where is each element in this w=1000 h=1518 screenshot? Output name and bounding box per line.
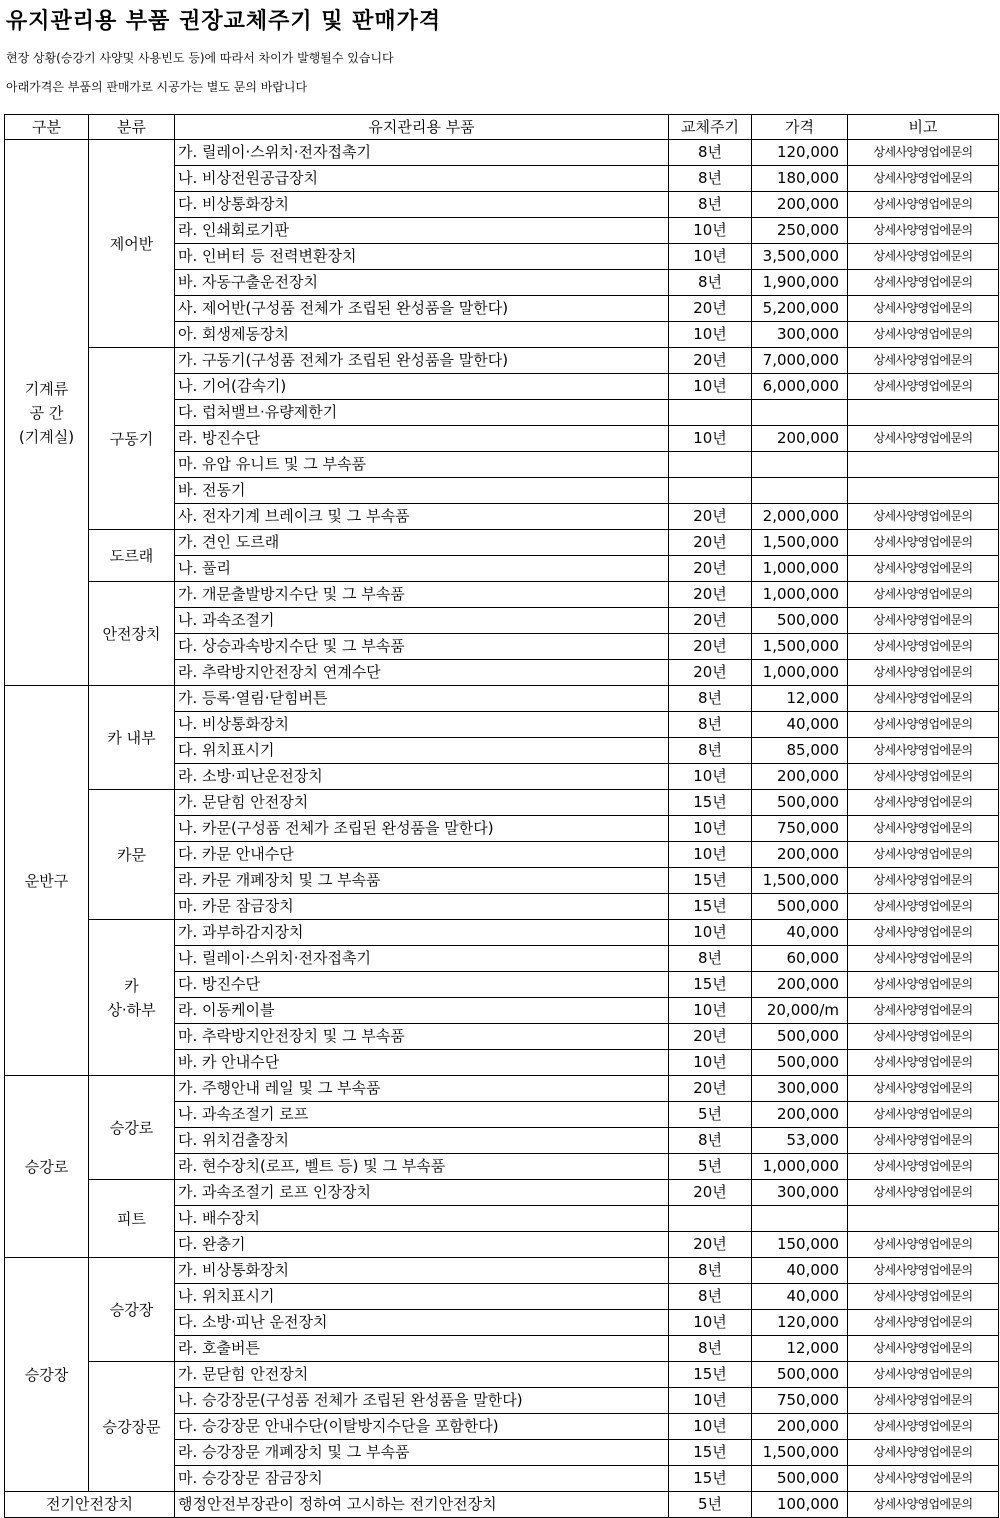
part-cell: 아. 회생제동장치 xyxy=(175,322,669,348)
part-cell: 가. 구동기(구성품 전체가 조립된 완성품을 말한다) xyxy=(175,348,669,374)
cycle-cell: 20년 xyxy=(669,530,752,556)
cycle-cell: 5년 xyxy=(669,1154,752,1180)
category-cell: 카문 xyxy=(89,790,175,920)
price-cell: 2,000,000 xyxy=(752,504,848,530)
remark-cell xyxy=(848,400,999,426)
cycle-cell: 15년 xyxy=(669,868,752,894)
price-cell: 200,000 xyxy=(752,426,848,452)
price-cell: 1,000,000 xyxy=(752,556,848,582)
price-cell: 200,000 xyxy=(752,972,848,998)
part-cell: 가. 비상통화장치 xyxy=(175,1258,669,1284)
price-cell xyxy=(752,400,848,426)
remark-cell: 상세사양영업에문의 xyxy=(848,920,999,946)
cycle-cell: 8년 xyxy=(669,712,752,738)
price-cell: 20,000/m xyxy=(752,998,848,1024)
price-cell xyxy=(752,1206,848,1232)
price-cell: 1,000,000 xyxy=(752,582,848,608)
cycle-cell: 8년 xyxy=(669,1336,752,1362)
remark-cell: 상세사양영업에문의 xyxy=(848,1388,999,1414)
cycle-cell: 10년 xyxy=(669,1050,752,1076)
remark-cell: 상세사양영업에문의 xyxy=(848,1258,999,1284)
cycle-cell: 5년 xyxy=(669,1492,752,1518)
table-row xyxy=(5,530,999,556)
part-cell: 라. 방진수단 xyxy=(175,426,669,452)
part-cell: 라. 이동케이블 xyxy=(175,998,669,1024)
price-cell: 120,000 xyxy=(752,1310,848,1336)
remark-cell: 상세사양영업에문의 xyxy=(848,894,999,920)
remark-cell: 상세사양영업에문의 xyxy=(848,322,999,348)
remark-cell: 상세사양영업에문의 xyxy=(848,1414,999,1440)
price-cell: 200,000 xyxy=(752,842,848,868)
part-cell: 다. 위치표시기 xyxy=(175,738,669,764)
cycle-cell: 15년 xyxy=(669,972,752,998)
column-header: 비고 xyxy=(848,115,999,140)
price-cell: 750,000 xyxy=(752,1388,848,1414)
remark-cell: 상세사양영업에문의 xyxy=(848,1128,999,1154)
price-cell: 1,000,000 xyxy=(752,1154,848,1180)
remark-cell: 상세사양영업에문의 xyxy=(848,192,999,218)
group-cell: 승강로 xyxy=(5,1076,89,1258)
remark-cell: 상세사양영업에문의 xyxy=(848,946,999,972)
cycle-cell: 15년 xyxy=(669,1466,752,1492)
price-cell: 500,000 xyxy=(752,790,848,816)
remark-cell: 상세사양영업에문의 xyxy=(848,1076,999,1102)
cycle-cell: 10년 xyxy=(669,842,752,868)
part-cell: 가. 릴레이·스위치·전자접촉기 xyxy=(175,140,669,166)
part-cell: 사. 전자기계 브레이크 및 그 부속품 xyxy=(175,504,669,530)
category-cell: 승강장문 xyxy=(89,1362,175,1492)
cycle-cell: 20년 xyxy=(669,608,752,634)
remark-cell xyxy=(848,478,999,504)
remark-cell: 상세사양영업에문의 xyxy=(848,1440,999,1466)
table-row xyxy=(5,686,999,712)
category-cell: 카 내부 xyxy=(89,686,175,790)
column-header: 분류 xyxy=(89,115,175,140)
price-cell: 250,000 xyxy=(752,218,848,244)
remark-cell: 상세사양영업에문의 xyxy=(848,712,999,738)
price-cell: 40,000 xyxy=(752,712,848,738)
price-cell: 40,000 xyxy=(752,920,848,946)
part-cell: 다. 비상통화장치 xyxy=(175,192,669,218)
part-cell: 나. 비상통화장치 xyxy=(175,712,669,738)
price-cell xyxy=(752,478,848,504)
cycle-cell: 8년 xyxy=(669,1128,752,1154)
price-cell: 500,000 xyxy=(752,1024,848,1050)
remark-cell: 상세사양영업에문의 xyxy=(848,348,999,374)
cycle-cell xyxy=(669,400,752,426)
column-header: 유지관리용 부품 xyxy=(175,115,669,140)
parts-price-table xyxy=(4,114,999,1518)
price-cell: 1,500,000 xyxy=(752,868,848,894)
remark-cell: 상세사양영업에문의 xyxy=(848,634,999,660)
table-row xyxy=(5,1076,999,1102)
table-row xyxy=(5,348,999,374)
cycle-cell: 10년 xyxy=(669,1310,752,1336)
remark-cell: 상세사양영업에문의 xyxy=(848,530,999,556)
cell-text-line: 공 간 xyxy=(29,403,64,422)
price-cell: 12,000 xyxy=(752,686,848,712)
part-cell: 다. 상승과속방지수단 및 그 부속품 xyxy=(175,634,669,660)
remark-cell: 상세사양영업에문의 xyxy=(848,998,999,1024)
cycle-cell: 8년 xyxy=(669,192,752,218)
page-title: 유지관리용 부품 권장교체주기 및 판매가격 xyxy=(6,9,442,34)
price-cell: 6,000,000 xyxy=(752,374,848,400)
price-cell: 100,000 xyxy=(752,1492,848,1518)
remark-cell: 상세사양영업에문의 xyxy=(848,140,999,166)
cycle-cell: 20년 xyxy=(669,348,752,374)
part-cell: 가. 등록·열림·닫힘버튼 xyxy=(175,686,669,712)
cycle-cell: 10년 xyxy=(669,322,752,348)
price-cell: 200,000 xyxy=(752,1414,848,1440)
part-cell: 마. 추락방지안전장치 및 그 부속품 xyxy=(175,1024,669,1050)
part-cell: 라. 추락방지안전장치 연계수단 xyxy=(175,660,669,686)
cycle-cell: 5년 xyxy=(669,1102,752,1128)
category-cell: 도르래 xyxy=(89,530,175,582)
price-cell: 40,000 xyxy=(752,1258,848,1284)
category-cell: 구동기 xyxy=(89,348,175,530)
cycle-cell: 15년 xyxy=(669,790,752,816)
column-header: 구분 xyxy=(5,115,89,140)
cycle-cell xyxy=(669,452,752,478)
remark-cell: 상세사양영업에문의 xyxy=(848,816,999,842)
remark-cell: 상세사양영업에문의 xyxy=(848,1362,999,1388)
cycle-cell: 15년 xyxy=(669,1440,752,1466)
table-row xyxy=(5,1362,999,1388)
group-cell: 전기안전장치 xyxy=(5,1492,175,1518)
cycle-cell: 10년 xyxy=(669,218,752,244)
remark-cell: 상세사양영업에문의 xyxy=(848,270,999,296)
part-cell: 가. 개문출발방지수단 및 그 부속품 xyxy=(175,582,669,608)
part-cell: 가. 문닫힘 안전장치 xyxy=(175,1362,669,1388)
price-cell: 1,500,000 xyxy=(752,1440,848,1466)
category-cell: 승강로 xyxy=(89,1076,175,1180)
cycle-cell: 20년 xyxy=(669,1024,752,1050)
cycle-cell: 20년 xyxy=(669,296,752,322)
price-cell: 1,500,000 xyxy=(752,634,848,660)
part-cell: 다. 승강장문 안내수단(이탈방지수단을 포함한다) xyxy=(175,1414,669,1440)
category-cell: 안전장치 xyxy=(89,582,175,686)
cycle-cell: 10년 xyxy=(669,244,752,270)
price-cell: 500,000 xyxy=(752,608,848,634)
remark-cell: 상세사양영업에문의 xyxy=(848,296,999,322)
table-row xyxy=(5,140,999,166)
price-cell: 150,000 xyxy=(752,1232,848,1258)
group-cell: 운반구 xyxy=(5,686,89,1076)
cell-text-line: 상·하부 xyxy=(107,1000,156,1019)
remark-cell: 상세사양영업에문의 xyxy=(848,1232,999,1258)
cycle-cell: 20년 xyxy=(669,1180,752,1206)
remark-cell: 상세사양영업에문의 xyxy=(848,660,999,686)
price-cell: 1,900,000 xyxy=(752,270,848,296)
part-cell: 나. 위치표시기 xyxy=(175,1284,669,1310)
part-cell: 다. 럽처밸브·유량제한기 xyxy=(175,400,669,426)
cycle-cell: 20년 xyxy=(669,582,752,608)
cycle-cell: 20년 xyxy=(669,1076,752,1102)
remark-cell: 상세사양영업에문의 xyxy=(848,582,999,608)
cycle-cell: 8년 xyxy=(669,270,752,296)
price-cell: 120,000 xyxy=(752,140,848,166)
cycle-cell: 8년 xyxy=(669,1284,752,1310)
price-cell: 300,000 xyxy=(752,1076,848,1102)
price-cell: 200,000 xyxy=(752,764,848,790)
price-cell: 3,500,000 xyxy=(752,244,848,270)
cycle-cell: 10년 xyxy=(669,1414,752,1440)
part-cell: 라. 현수장치(로프, 벨트 등) 및 그 부속품 xyxy=(175,1154,669,1180)
remark-cell: 상세사양영업에문의 xyxy=(848,1102,999,1128)
part-cell: 나. 과속조절기 로프 xyxy=(175,1102,669,1128)
price-cell: 500,000 xyxy=(752,1466,848,1492)
part-cell: 라. 인쇄회로기판 xyxy=(175,218,669,244)
table-body xyxy=(5,140,999,1518)
price-cell: 40,000 xyxy=(752,1284,848,1310)
remark-cell: 상세사양영업에문의 xyxy=(848,1180,999,1206)
price-cell: 53,000 xyxy=(752,1128,848,1154)
part-cell: 가. 문닫힘 안전장치 xyxy=(175,790,669,816)
part-cell: 가. 견인 도르래 xyxy=(175,530,669,556)
table-row xyxy=(5,582,999,608)
remark-cell: 상세사양영업에문의 xyxy=(848,374,999,400)
part-cell: 마. 승강장문 잠금장치 xyxy=(175,1466,669,1492)
table-row xyxy=(5,1180,999,1206)
remark-cell: 상세사양영업에문의 xyxy=(848,1154,999,1180)
cycle-cell: 10년 xyxy=(669,374,752,400)
part-cell: 다. 방진수단 xyxy=(175,972,669,998)
part-cell: 바. 전동기 xyxy=(175,478,669,504)
price-cell: 500,000 xyxy=(752,894,848,920)
part-cell: 바. 카 안내수단 xyxy=(175,1050,669,1076)
category-cell: 제어반 xyxy=(89,140,175,348)
part-cell: 마. 유압 유니트 및 그 부속품 xyxy=(175,452,669,478)
price-cell: 300,000 xyxy=(752,322,848,348)
table-row xyxy=(5,1258,999,1284)
cycle-cell: 15년 xyxy=(669,1362,752,1388)
part-cell: 다. 위치검출장치 xyxy=(175,1128,669,1154)
price-cell: 200,000 xyxy=(752,192,848,218)
remark-cell: 상세사양영업에문의 xyxy=(848,868,999,894)
remark-cell xyxy=(848,452,999,478)
part-cell: 라. 승강장문 개폐장치 및 그 부속품 xyxy=(175,1440,669,1466)
table-header-row xyxy=(5,115,999,140)
remark-cell: 상세사양영업에문의 xyxy=(848,1466,999,1492)
price-cell: 200,000 xyxy=(752,1102,848,1128)
part-cell: 마. 인버터 등 전력변환장치 xyxy=(175,244,669,270)
cycle-cell: 8년 xyxy=(669,166,752,192)
cycle-cell xyxy=(669,1206,752,1232)
part-cell: 다. 완충기 xyxy=(175,1232,669,1258)
part-cell: 라. 카문 개폐장치 및 그 부속품 xyxy=(175,868,669,894)
part-cell: 나. 과속조절기 xyxy=(175,608,669,634)
remark-cell: 상세사양영업에문의 xyxy=(848,608,999,634)
price-cell: 12,000 xyxy=(752,1336,848,1362)
table-row xyxy=(5,920,999,946)
cycle-cell: 20년 xyxy=(669,634,752,660)
cycle-cell: 10년 xyxy=(669,920,752,946)
part-cell: 사. 제어반(구성품 전체가 조립된 완성품을 말한다) xyxy=(175,296,669,322)
part-cell: 가. 주행안내 레일 및 그 부속품 xyxy=(175,1076,669,1102)
remark-cell: 상세사양영업에문의 xyxy=(848,738,999,764)
remark-cell: 상세사양영업에문의 xyxy=(848,1050,999,1076)
remark-cell: 상세사양영업에문의 xyxy=(848,504,999,530)
price-cell: 300,000 xyxy=(752,1180,848,1206)
part-cell: 행정안전부장관이 정하여 고시하는 전기안전장치 xyxy=(175,1492,669,1518)
remark-cell: 상세사양영업에문의 xyxy=(848,218,999,244)
cycle-cell: 20년 xyxy=(669,660,752,686)
price-cell: 750,000 xyxy=(752,816,848,842)
remark-cell: 상세사양영업에문의 xyxy=(848,972,999,998)
part-cell: 마. 카문 잠금장치 xyxy=(175,894,669,920)
cycle-cell: 20년 xyxy=(669,1232,752,1258)
remark-cell: 상세사양영업에문의 xyxy=(848,244,999,270)
cell-text-line: 기계류 xyxy=(24,379,69,398)
column-header: 교체주기 xyxy=(669,115,752,140)
cycle-cell: 10년 xyxy=(669,1388,752,1414)
part-cell: 가. 과부하감지장치 xyxy=(175,920,669,946)
group-cell xyxy=(5,140,89,686)
price-cell: 500,000 xyxy=(752,1050,848,1076)
cell-text-line: (기계실) xyxy=(18,427,75,446)
cycle-cell xyxy=(669,478,752,504)
remark-cell xyxy=(848,1206,999,1232)
category-cell: 피트 xyxy=(89,1180,175,1258)
notice-text: 현장 상황(승강기 사양및 사용빈도 등)에 따라서 차이가 발행될수 있습니다 xyxy=(6,51,394,65)
cycle-cell: 8년 xyxy=(669,946,752,972)
price-cell xyxy=(752,452,848,478)
category-cell: 승강장 xyxy=(89,1258,175,1362)
cycle-cell: 20년 xyxy=(669,504,752,530)
remark-cell: 상세사양영업에문의 xyxy=(848,1284,999,1310)
table-row xyxy=(5,790,999,816)
price-cell: 180,000 xyxy=(752,166,848,192)
remark-cell: 상세사양영업에문의 xyxy=(848,842,999,868)
cycle-cell: 20년 xyxy=(669,556,752,582)
remark-cell: 상세사양영업에문의 xyxy=(848,1310,999,1336)
remark-cell: 상세사양영업에문의 xyxy=(848,1024,999,1050)
remark-cell: 상세사양영업에문의 xyxy=(848,1492,999,1518)
table-row xyxy=(5,1492,999,1518)
price-cell: 5,200,000 xyxy=(752,296,848,322)
cycle-cell: 10년 xyxy=(669,764,752,790)
price-cell: 60,000 xyxy=(752,946,848,972)
remark-cell: 상세사양영업에문의 xyxy=(848,166,999,192)
remark-cell: 상세사양영업에문의 xyxy=(848,764,999,790)
remark-cell: 상세사양영업에문의 xyxy=(848,426,999,452)
column-header: 가격 xyxy=(752,115,848,140)
remark-cell: 상세사양영업에문의 xyxy=(848,790,999,816)
part-cell: 다. 카문 안내수단 xyxy=(175,842,669,868)
cycle-cell: 10년 xyxy=(669,816,752,842)
price-cell: 7,000,000 xyxy=(752,348,848,374)
part-cell: 나. 승강장문(구성품 전체가 조립된 완성품을 말한다) xyxy=(175,1388,669,1414)
remark-cell: 상세사양영업에문의 xyxy=(848,686,999,712)
part-cell: 나. 카문(구성품 전체가 조립된 완성품을 말한다) xyxy=(175,816,669,842)
part-cell: 다. 소방·피난 운전장치 xyxy=(175,1310,669,1336)
part-cell: 나. 릴레이·스위치·전자접촉기 xyxy=(175,946,669,972)
part-cell: 나. 비상전원공급장치 xyxy=(175,166,669,192)
cycle-cell: 10년 xyxy=(669,426,752,452)
group-cell: 승강장 xyxy=(5,1258,89,1492)
price-cell: 500,000 xyxy=(752,1362,848,1388)
cycle-cell: 8년 xyxy=(669,738,752,764)
price-cell: 85,000 xyxy=(752,738,848,764)
price-cell: 1,500,000 xyxy=(752,530,848,556)
cycle-cell: 8년 xyxy=(669,686,752,712)
remark-cell: 상세사양영업에문의 xyxy=(848,1336,999,1362)
cycle-cell: 8년 xyxy=(669,1258,752,1284)
cycle-cell: 10년 xyxy=(669,998,752,1024)
remark-cell: 상세사양영업에문의 xyxy=(848,556,999,582)
part-cell: 가. 과속조절기 로프 인장장치 xyxy=(175,1180,669,1206)
part-cell: 라. 호출버튼 xyxy=(175,1336,669,1362)
part-cell: 라. 소방·피난운전장치 xyxy=(175,764,669,790)
part-cell: 나. 풀리 xyxy=(175,556,669,582)
part-cell: 바. 자동구출운전장치 xyxy=(175,270,669,296)
cell-text-line: 카 xyxy=(124,976,139,995)
price-cell: 1,000,000 xyxy=(752,660,848,686)
notice-text: 아래가격은 부품의 판매가로 시공가는 별도 문의 바랍니다 xyxy=(6,80,308,94)
part-cell: 나. 배수장치 xyxy=(175,1206,669,1232)
category-cell xyxy=(89,920,175,1076)
part-cell: 나. 기어(감속기) xyxy=(175,374,669,400)
cycle-cell: 8년 xyxy=(669,140,752,166)
cycle-cell: 15년 xyxy=(669,894,752,920)
